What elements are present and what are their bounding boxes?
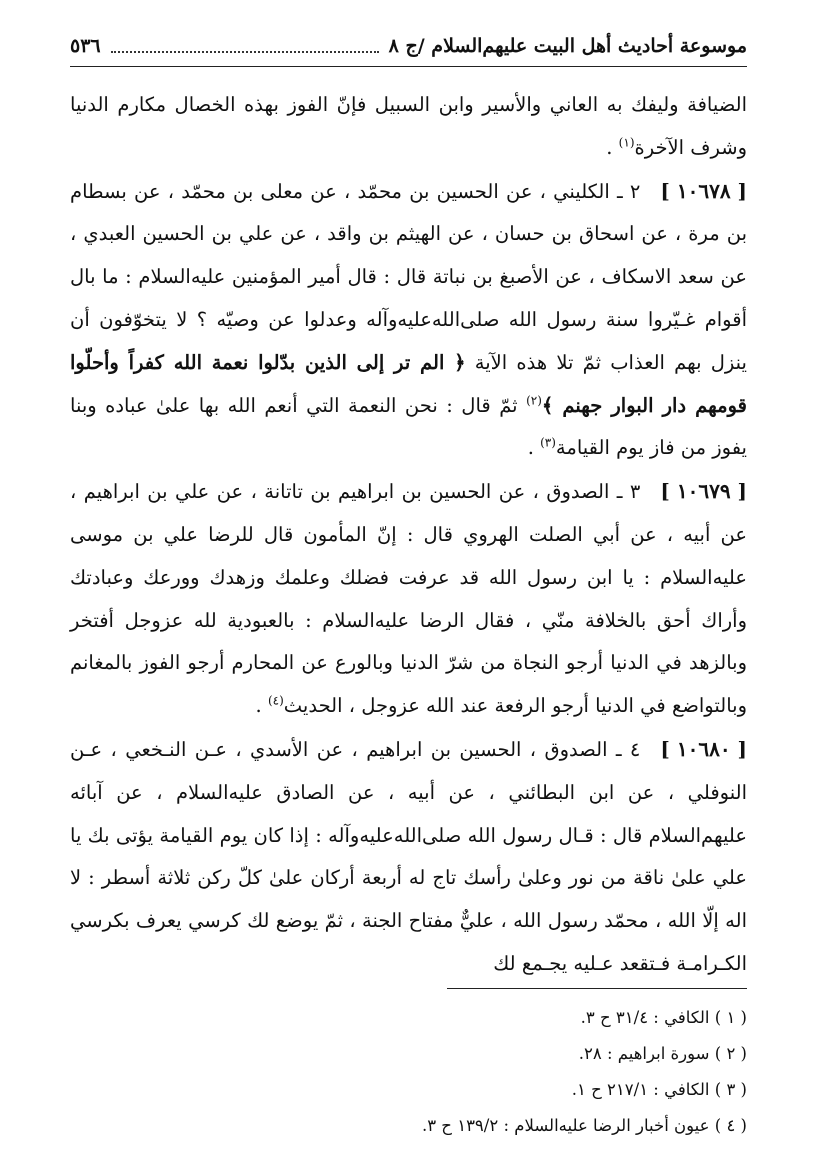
hadith-number: [ ١٠٦٨٠ ] (660, 736, 747, 761)
paragraph-tail: . (606, 135, 619, 159)
paragraph-tail: . (255, 694, 268, 718)
footnote-ref: (٢) (526, 393, 542, 408)
running-header (70, 26, 747, 67)
footnote-ref: (٣) (540, 435, 556, 450)
paragraph-text: ٤ ـ الصدوق ، الحسين بن ابراهيم ، عن الأسدي ، عـن النـخعي ، عـن النوفلي ، عن ابن البطائني ، عن أبيه ، عن الصادق عليه‌السلام ، عن آبائه عليهم‌السلام قال : قـال رسول الله صلى‌الله‌عليه‌وآله : إذا كان يوم القيامة يؤتى بك يا علي علىٰ ناقة من نور وعلىٰ رأسك تاج له أربعة أركان علىٰ كلّ ركن ثلاثة أسطر : لا اله إلّا الله ، محمّد رسول الله ، عليٌّ مفتاح الجنة ، ثمّ يوضع لك كرسي يعرف بكرسي الكـرامـة فـتقعد عـليه يجـمع لك (70, 737, 747, 975)
footnote-divider (447, 988, 747, 989)
paragraph-text-continued: ثمّ قال : نحن النعمة التي أنعم الله بها علىٰ عباده وبنا يفوز من فاز يوم القيامة (70, 393, 747, 460)
footnote-4: ( ٤ ) عيون أخبار الرضا عليه‌السلام : ١٣٩/٢ ح ٣. (421, 1116, 747, 1135)
footnote-2: ( ٢ ) سورة ابراهيم : ٢٨. (578, 1044, 747, 1063)
hadith-10679 (70, 470, 747, 728)
paragraph-tail: . (527, 436, 541, 460)
hadith-number: [ ١٠٦٧٩ ] (660, 479, 747, 504)
main-text (70, 84, 747, 986)
book-title: موسوعة أحاديث أهل البيت عليهم‌السلام /ج ٨ (388, 35, 747, 57)
paragraph-continuation (70, 84, 747, 170)
footnotes (70, 1000, 747, 1144)
dot-leader (111, 39, 379, 53)
paragraph-text: الضيافة وليفك به العاني والأسير وابن السبيل فإنّ الفوز بهذه الخصال مكارم الدنيا وشرف الآخرة (70, 93, 747, 159)
footnote-1: ( ١ ) الكافي : ٣١/٤ ح ٣. (580, 1008, 747, 1027)
paragraph-text: ٢ ـ الكليني ، عن الحسين بن محمّد ، عن معلى بن محمّد ، عن بسطام بن مرة ، عن اسحاق بن حسان ، عن الهيثم بن واقد ، عن علي بن الحسين العبدي ، عن سعد الاسكاف ، عن الأصبغ بن نباتة قال : قال أمير المؤمنين عليه‌السلام : ما بال أقوام غـيّروا سنة رسول الله صلى‌الله‌عليه‌وآله وعدلوا عن وصيّه ؟ لا يتخوّفون أن ينزل بهم العذاب ثمّ تلا هذه الآية (70, 179, 747, 374)
footnote-ref: (١) (618, 135, 635, 150)
paragraph-text: ٣ ـ الصدوق ، عن الحسين بن ابراهيم بن تاتانة ، عن علي بن ابراهيم ، عن أبيه ، عن أبي الصلت الهروي قال : إنّ المأمون قال للرضا علي بن موسى عليه‌السلام : يا ابن رسول الله قد عرفت فضلك وعلمك وزهدك وورعك وعبادتك وأراك أحق بالخلافة منّي ، فقال الرضا عليه‌السلام : بالعبودية لله عزوجل أفتخر وبالزهد في الدنيا أرجو النجاة من شرّ الدنيا وبالورع عن المحارم أرجو الفوز بالمغانم وبالتواضع في الدنيا أرجو الرفعة عند الله عزوجل ، الحديث (70, 480, 747, 718)
hadith-10680 (70, 728, 747, 986)
hadith-number: [ ١٠٦٧٨ ] (660, 178, 747, 203)
footnote-ref: (٤) (267, 693, 284, 708)
hadith-10678 (70, 170, 747, 471)
quran-verse: ﴿ الم تر إلى الذين بدّلوا نعمة الله كفراً وأحلّوا قومهم دار البوار جهنم ﴾ (70, 350, 747, 417)
page-number: ٥٣٦ (70, 35, 101, 57)
footnote-3: ( ٣ ) الكافي : ٢١٧/١ ح ١. (571, 1080, 747, 1099)
